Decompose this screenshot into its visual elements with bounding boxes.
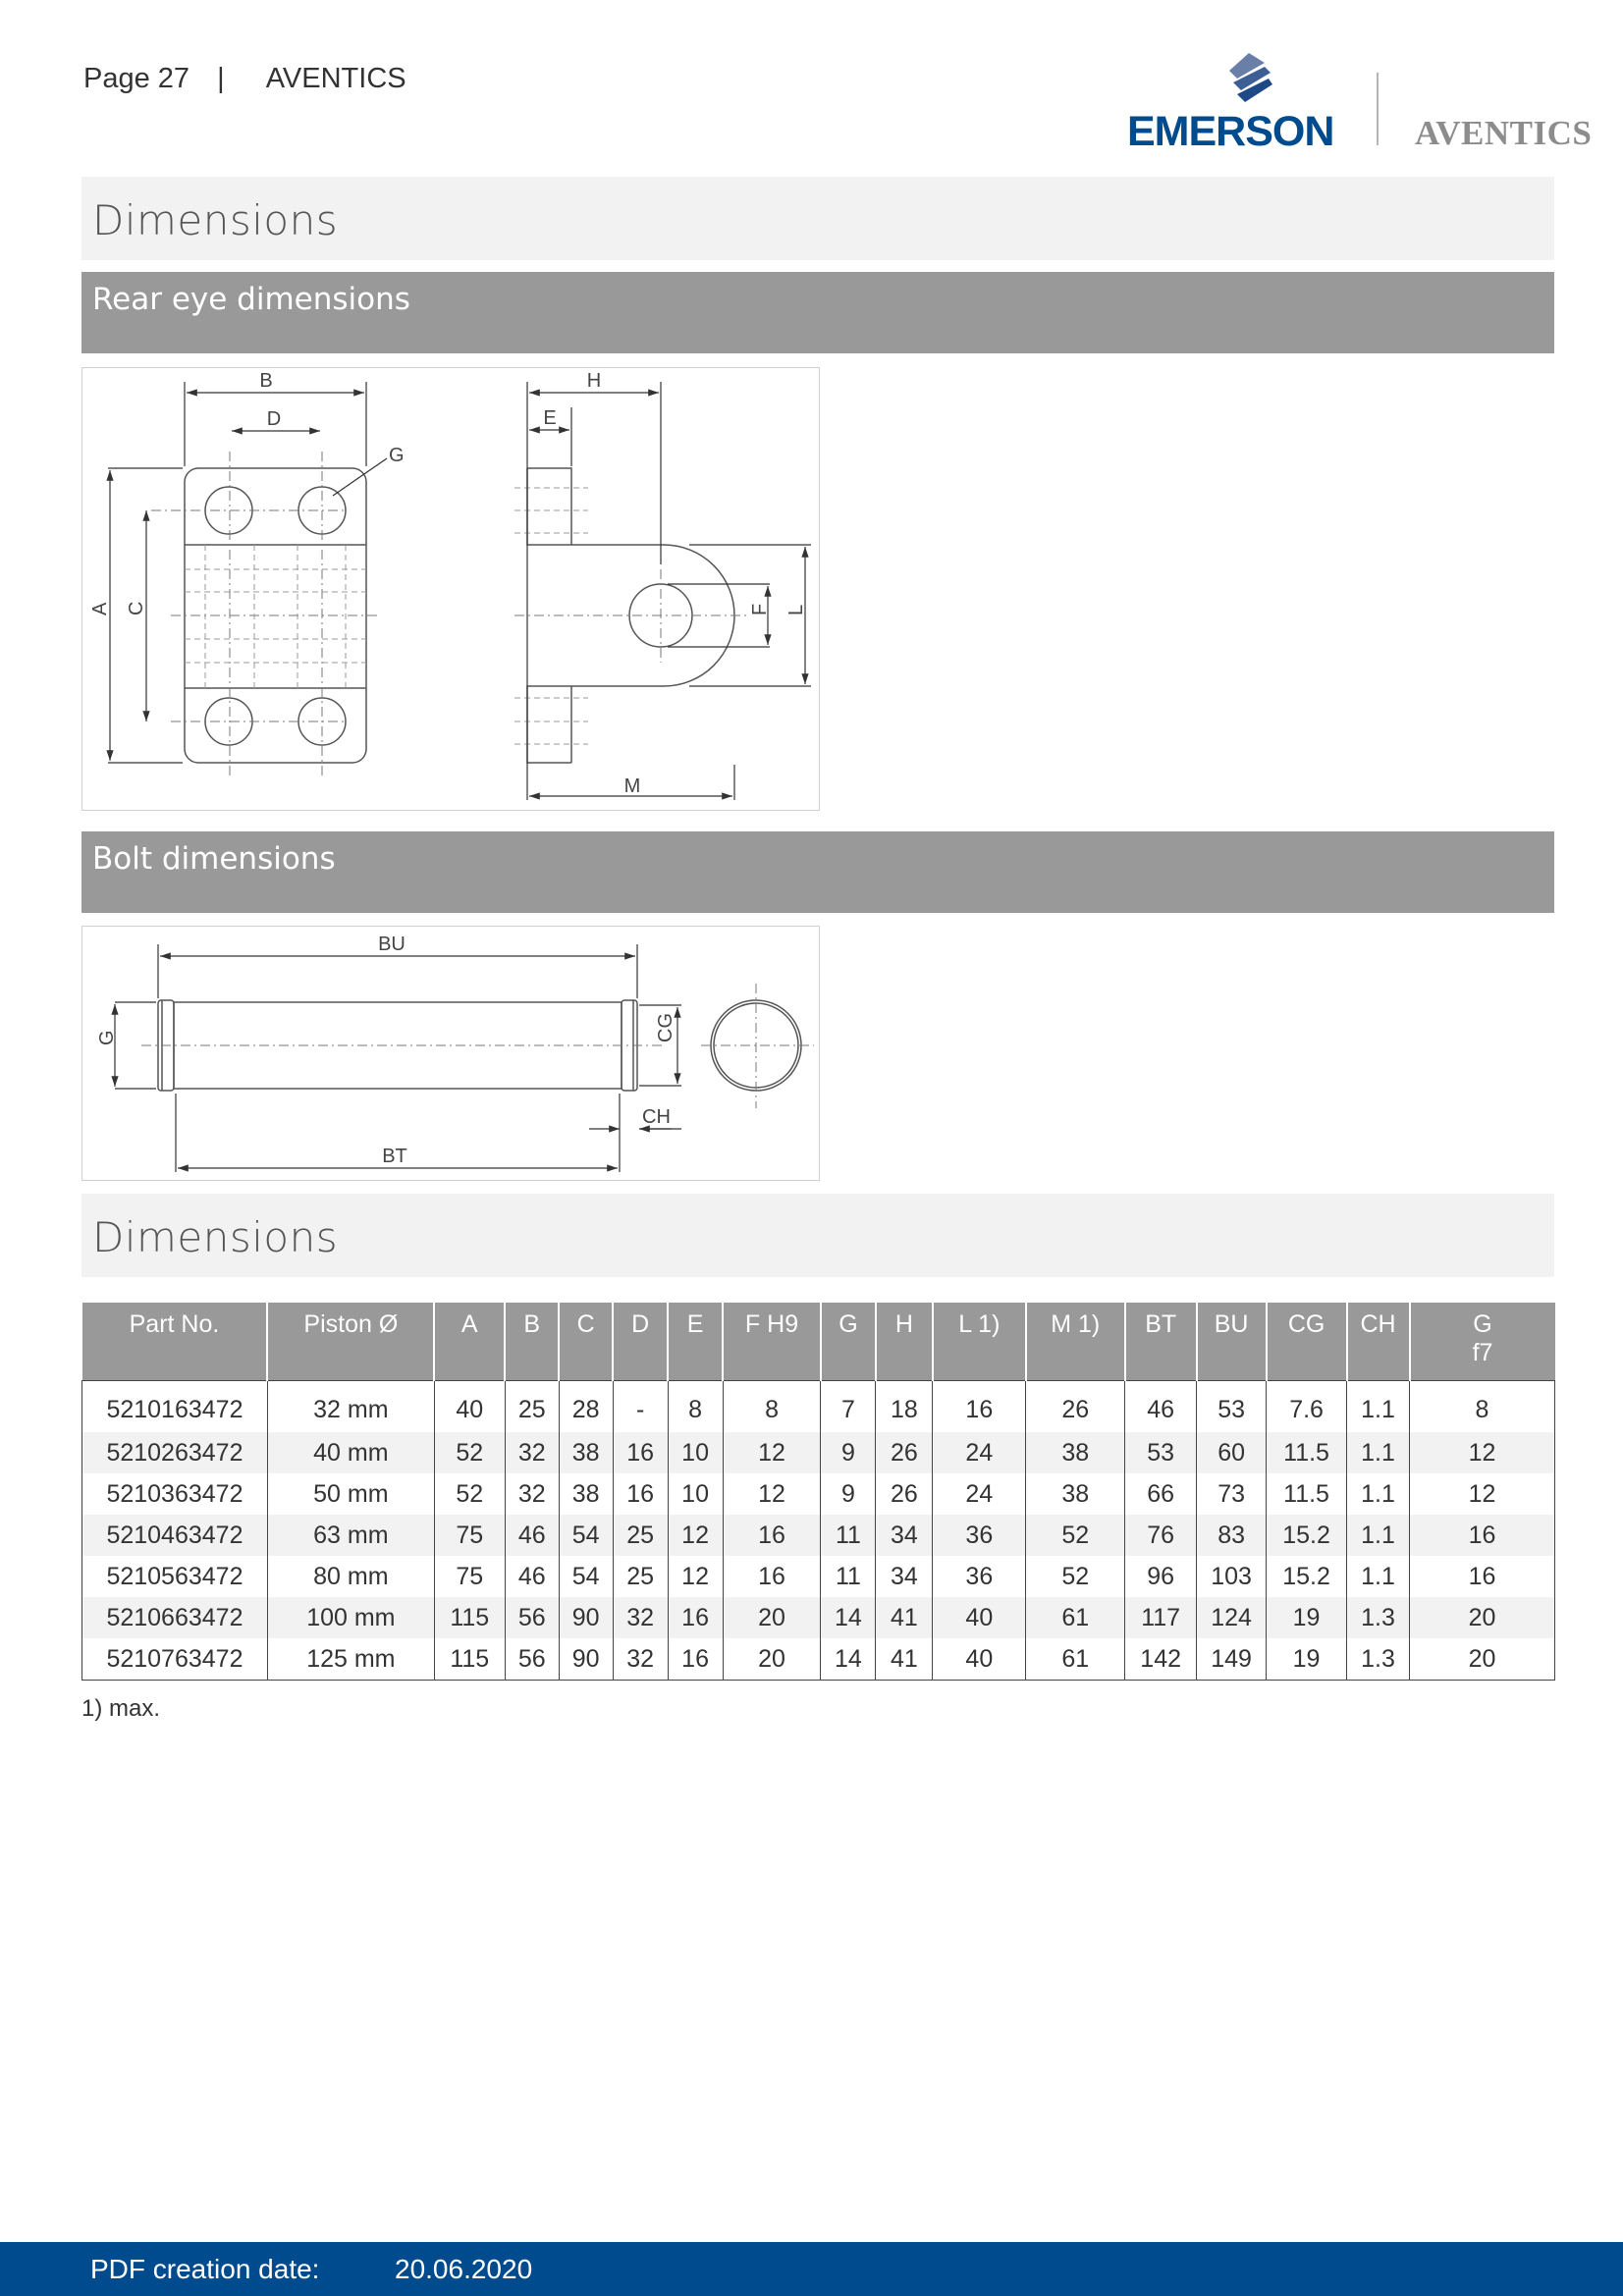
- table-cell: 11.5: [1267, 1473, 1347, 1515]
- column-header: [821, 1303, 876, 1381]
- table-cell: 46: [1125, 1381, 1197, 1433]
- table-row: [82, 1556, 1555, 1597]
- table-cell: 5210163472: [82, 1381, 268, 1433]
- table-cell: 12: [1410, 1432, 1555, 1473]
- column-header: [876, 1303, 933, 1381]
- table-cell: 32: [613, 1638, 668, 1681]
- table-cell: 73: [1197, 1473, 1267, 1515]
- table-cell: 26: [876, 1473, 933, 1515]
- table-cell: 83: [1197, 1515, 1267, 1556]
- table-cell: 11.5: [1267, 1432, 1347, 1473]
- table-cell: 80 mm: [267, 1556, 434, 1597]
- table-row: [82, 1381, 1555, 1433]
- table-cell: 125 mm: [267, 1638, 434, 1681]
- table-cell: 32: [505, 1473, 559, 1515]
- table-cell: 61: [1026, 1638, 1125, 1681]
- section-title: Bolt dimensions: [92, 841, 336, 877]
- footer-label: PDF creation date:: [90, 2254, 320, 2284]
- bolt-svg: [82, 927, 819, 1180]
- table-cell: 52: [1026, 1556, 1125, 1597]
- table-cell: 90: [559, 1597, 613, 1638]
- section-title: Dimensions: [92, 1213, 339, 1261]
- table-cell: 40: [933, 1597, 1026, 1638]
- table-cell: 53: [1125, 1432, 1197, 1473]
- section-dimensions: [81, 177, 1554, 260]
- table-cell: 8: [723, 1381, 821, 1433]
- dim-label-cg: CG: [655, 1013, 676, 1042]
- table-row: [82, 1473, 1555, 1515]
- table-cell: 16: [723, 1556, 821, 1597]
- table-cell: 1.1: [1347, 1432, 1410, 1473]
- table-cell: 25: [613, 1556, 668, 1597]
- table-cell: 19: [1267, 1597, 1347, 1638]
- column-header-label: Part No.: [129, 1310, 220, 1338]
- table-cell: 60: [1197, 1432, 1267, 1473]
- table-cell: 19: [1267, 1638, 1347, 1681]
- table-cell: 28: [559, 1381, 613, 1433]
- rear-eye-drawing: [81, 367, 820, 811]
- table-cell: 56: [505, 1597, 559, 1638]
- column-header: [267, 1303, 434, 1381]
- table-cell: 1.1: [1347, 1473, 1410, 1515]
- table-cell: 20: [1410, 1597, 1555, 1638]
- section-title: Rear eye dimensions: [92, 282, 410, 317]
- table-header-row: [82, 1303, 1555, 1381]
- table-cell: 36: [933, 1556, 1026, 1597]
- table-cell: 12: [668, 1515, 723, 1556]
- table-cell: 66: [1125, 1473, 1197, 1515]
- bolt-drawing: [81, 926, 820, 1181]
- table-cell: 16: [668, 1597, 723, 1638]
- table-cell: 11: [821, 1515, 876, 1556]
- column-header: [559, 1303, 613, 1381]
- table-cell: 40 mm: [267, 1432, 434, 1473]
- column-header-label: CH: [1360, 1310, 1396, 1338]
- footer-date: 20.06.2020: [395, 2254, 533, 2284]
- table-cell: 25: [613, 1515, 668, 1556]
- table-cell: 76: [1125, 1515, 1197, 1556]
- dim-label-a: A: [89, 602, 111, 615]
- header-brand: AVENTICS: [265, 63, 406, 94]
- table-cell: -: [613, 1381, 668, 1433]
- table-cell: 53: [1197, 1381, 1267, 1433]
- table-cell: 46: [505, 1515, 559, 1556]
- page-label: Page: [83, 63, 150, 94]
- table-cell: 52: [434, 1432, 505, 1473]
- table-cell: 56: [505, 1638, 559, 1681]
- table-cell: 38: [559, 1432, 613, 1473]
- table-cell: 1.1: [1347, 1556, 1410, 1597]
- section-bolt: [81, 831, 1554, 913]
- dim-label-b: B: [259, 370, 273, 392]
- column-header: [82, 1303, 268, 1381]
- table-cell: 9: [821, 1473, 876, 1515]
- table-cell: 38: [559, 1473, 613, 1515]
- dim-label-g: G: [389, 445, 405, 466]
- emerson-logo-text: EMERSON: [1127, 108, 1334, 155]
- column-header-label: H: [894, 1310, 913, 1338]
- column-header-label: BT: [1145, 1310, 1177, 1338]
- table-cell: 7: [821, 1381, 876, 1433]
- table-cell: 12: [1410, 1473, 1555, 1515]
- table-cell: 26: [1026, 1381, 1125, 1433]
- table-cell: 25: [505, 1381, 559, 1433]
- column-header-label: G: [1473, 1310, 1492, 1338]
- table-cell: 16: [1410, 1556, 1555, 1597]
- table-cell: 50 mm: [267, 1473, 434, 1515]
- table-cell: 14: [821, 1638, 876, 1681]
- table-cell: 54: [559, 1515, 613, 1556]
- company-logo: [1127, 51, 1598, 159]
- page-header: [83, 63, 406, 95]
- column-header-label: B: [523, 1310, 541, 1338]
- dim-label-d: D: [266, 408, 282, 430]
- dim-label-ch: CH: [642, 1106, 671, 1128]
- column-header: [505, 1303, 559, 1381]
- column-header: [1410, 1303, 1555, 1381]
- dim-label-bu: BU: [378, 934, 406, 955]
- table-cell: 14: [821, 1597, 876, 1638]
- table-cell: 46: [505, 1556, 559, 1597]
- table-cell: 12: [668, 1556, 723, 1597]
- table-cell: 115: [434, 1597, 505, 1638]
- table-cell: 75: [434, 1515, 505, 1556]
- column-header: [933, 1303, 1026, 1381]
- dim-label-m: M: [623, 775, 641, 797]
- table-cell: 63 mm: [267, 1515, 434, 1556]
- emerson-mark-icon: [1219, 51, 1278, 110]
- table-cell: 26: [876, 1432, 933, 1473]
- table-cell: 54: [559, 1556, 613, 1597]
- table-cell: 52: [434, 1473, 505, 1515]
- column-header: [723, 1303, 821, 1381]
- table-cell: 16: [613, 1473, 668, 1515]
- table-cell: 52: [1026, 1515, 1125, 1556]
- dim-label-f: F: [749, 603, 771, 615]
- table-cell: 34: [876, 1556, 933, 1597]
- column-header: [1197, 1303, 1267, 1381]
- column-header-label: CG: [1287, 1310, 1325, 1338]
- table-cell: 40: [933, 1638, 1026, 1681]
- table-cell: 5210563472: [82, 1556, 268, 1597]
- table-cell: 149: [1197, 1638, 1267, 1681]
- page-number: 27: [157, 63, 190, 94]
- table-cell: 8: [668, 1381, 723, 1433]
- table-cell: 18: [876, 1381, 933, 1433]
- table-cell: 20: [723, 1597, 821, 1638]
- table-cell: 16: [723, 1515, 821, 1556]
- aventics-logo-text: AVENTICS: [1415, 114, 1593, 152]
- table-cell: 12: [723, 1432, 821, 1473]
- table-cell: 36: [933, 1515, 1026, 1556]
- column-header-label: L 1): [958, 1310, 1001, 1338]
- table-cell: 9: [821, 1432, 876, 1473]
- column-header-label: E: [686, 1310, 704, 1338]
- table-cell: 41: [876, 1597, 933, 1638]
- section-title: Dimensions: [92, 196, 339, 244]
- column-header-sub: f7: [1472, 1339, 1493, 1366]
- table-cell: 15.2: [1267, 1515, 1347, 1556]
- rear-eye-svg: [82, 368, 819, 810]
- section-rear-eye: [81, 272, 1554, 353]
- table-cell: 61: [1026, 1597, 1125, 1638]
- table-cell: 75: [434, 1556, 505, 1597]
- column-header-label: M 1): [1051, 1310, 1101, 1338]
- dim-label-bt: BT: [382, 1146, 407, 1167]
- table-cell: 40: [434, 1381, 505, 1433]
- header-separator: |: [217, 63, 225, 94]
- table-cell: 5210763472: [82, 1638, 268, 1681]
- table-cell: 24: [933, 1432, 1026, 1473]
- footnote: 1) max.: [81, 1695, 161, 1722]
- dim-label-bolt-g: G: [96, 1030, 118, 1045]
- column-header-label: D: [631, 1310, 650, 1338]
- table-cell: 10: [668, 1473, 723, 1515]
- table-cell: 41: [876, 1638, 933, 1681]
- table-cell: 1.1: [1347, 1515, 1410, 1556]
- table-cell: 16: [1410, 1515, 1555, 1556]
- table-cell: 5210463472: [82, 1515, 268, 1556]
- dim-label-c: C: [126, 601, 147, 615]
- table-cell: 1.3: [1347, 1638, 1410, 1681]
- column-header-label: BU: [1214, 1310, 1249, 1338]
- table-cell: 96: [1125, 1556, 1197, 1597]
- table-cell: 11: [821, 1556, 876, 1597]
- table-cell: 38: [1026, 1432, 1125, 1473]
- table-cell: 34: [876, 1515, 933, 1556]
- table-row: [82, 1515, 1555, 1556]
- column-header-label: C: [576, 1310, 595, 1338]
- table-cell: 32 mm: [267, 1381, 434, 1433]
- table-cell: 90: [559, 1638, 613, 1681]
- column-header: [1125, 1303, 1197, 1381]
- column-header-label: G: [839, 1310, 858, 1338]
- column-header: [613, 1303, 668, 1381]
- table-cell: 10: [668, 1432, 723, 1473]
- table-row: [82, 1638, 1555, 1681]
- column-header: [1267, 1303, 1347, 1381]
- dimensions-table: [81, 1303, 1555, 1681]
- table-cell: 117: [1125, 1597, 1197, 1638]
- footer-bar: [0, 2242, 1623, 2296]
- table-body: [82, 1381, 1555, 1681]
- table-cell: 20: [723, 1638, 821, 1681]
- table-cell: 100 mm: [267, 1597, 434, 1638]
- table-cell: 16: [933, 1381, 1026, 1433]
- table-cell: 12: [723, 1473, 821, 1515]
- table-cell: 32: [613, 1597, 668, 1638]
- table-row: [82, 1597, 1555, 1638]
- dim-label-e: E: [543, 407, 557, 429]
- table-cell: 32: [505, 1432, 559, 1473]
- table-row: [82, 1432, 1555, 1473]
- table-cell: 8: [1410, 1381, 1555, 1433]
- table-cell: 24: [933, 1473, 1026, 1515]
- table-cell: 1.1: [1347, 1381, 1410, 1433]
- column-header: [1026, 1303, 1125, 1381]
- table-cell: 124: [1197, 1597, 1267, 1638]
- column-header-label: F H9: [744, 1310, 799, 1338]
- table-cell: 38: [1026, 1473, 1125, 1515]
- dim-label-l: L: [785, 604, 807, 615]
- section-dimensions-table: [81, 1194, 1554, 1277]
- logo-divider: [1377, 73, 1379, 145]
- table-cell: 7.6: [1267, 1381, 1347, 1433]
- table-cell: 1.3: [1347, 1597, 1410, 1638]
- table-cell: 16: [668, 1638, 723, 1681]
- dim-label-h: H: [586, 370, 602, 392]
- table-cell: 103: [1197, 1556, 1267, 1597]
- column-header: [434, 1303, 505, 1381]
- column-header-label: A: [460, 1310, 478, 1338]
- table-cell: 16: [613, 1432, 668, 1473]
- table-cell: 15.2: [1267, 1556, 1347, 1597]
- table-cell: 5210363472: [82, 1473, 268, 1515]
- table-cell: 20: [1410, 1638, 1555, 1681]
- column-header-label: Piston Ø: [303, 1310, 399, 1338]
- table-cell: 5210263472: [82, 1432, 268, 1473]
- table-cell: 5210663472: [82, 1597, 268, 1638]
- table-cell: 115: [434, 1638, 505, 1681]
- column-header: [1347, 1303, 1410, 1381]
- table-cell: 142: [1125, 1638, 1197, 1681]
- column-header: [668, 1303, 723, 1381]
